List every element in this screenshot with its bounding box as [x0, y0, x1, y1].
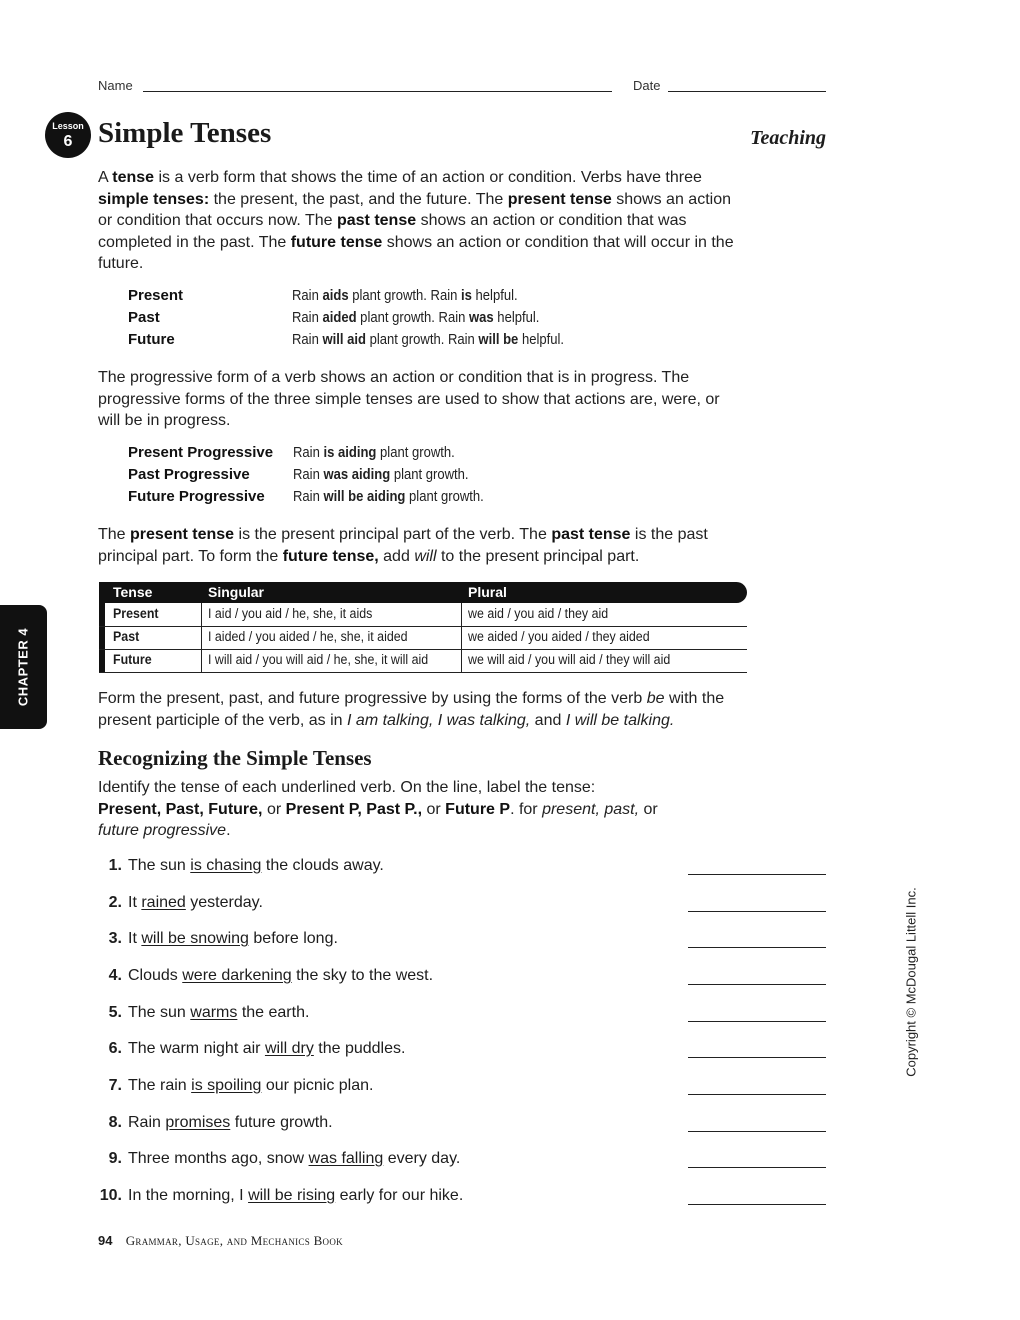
table-row — [99, 603, 747, 627]
exercise-item: 7. The rain is spoiling our picnic plan. — [98, 1077, 826, 1099]
underlined-verb: will be snowing — [141, 930, 249, 947]
example-sentence: Rain is aiding plant growth. — [293, 445, 455, 461]
underlined-verb: promises — [165, 1114, 231, 1131]
column-header: Tense — [113, 584, 153, 600]
exercise-item: 10. In the morning, I will be rising early for our hike. — [98, 1187, 826, 1209]
underlined-verb: were darkening — [182, 967, 292, 984]
exercise-item: 2. It rained yesterday. — [98, 894, 826, 916]
example-sentence: Rain will be aiding plant growth. — [293, 489, 484, 505]
page-number: 94 — [98, 1233, 113, 1248]
progressive-note: Form the present, past, and future progressive by using the forms of the verb be with the present participle of the verb, as in I am talking, I was talking, and I will be talking. — [98, 690, 725, 729]
page-title: Simple Tenses — [98, 117, 272, 149]
answer-line[interactable] — [688, 947, 826, 948]
example-sentence: Rain was aiding plant growth. — [293, 467, 469, 483]
example-label: Future — [128, 331, 175, 348]
exercise-instructions: Identify the tense of each underlined verb. On the line, label the tense: Present, Past, Future, or Present P, Past P., or Future P. for present, past, or future progressive. — [98, 779, 658, 840]
column-header: Singular — [208, 584, 265, 600]
lesson-label: Lesson — [52, 121, 84, 131]
table-row — [99, 649, 747, 673]
principal-parts-paragraph: The present tense is the present principal part of the verb. The past tense is the past principal part. To form the future tense, add will to the present principal part. — [98, 526, 708, 565]
exercise-item: 1. The sun is chasing the clouds away. — [98, 857, 826, 879]
answer-line[interactable] — [688, 1094, 826, 1095]
example-label: Past Progressive — [128, 466, 250, 483]
exercise-heading: Recognizing the Simple Tenses — [98, 746, 372, 770]
example-sentence: Rain aids plant growth. Rain is helpful. — [292, 288, 518, 304]
copyright-notice: Copyright © McDougal Littell Inc. — [903, 887, 919, 1077]
row-header: Past — [113, 629, 140, 644]
table-cell: we will aid / you will aid / they will aid — [468, 652, 671, 667]
underlined-verb: will be rising — [248, 1187, 336, 1204]
exercise-item: 6. The warm night air will dry the puddles. — [98, 1040, 826, 1062]
example-sentence: Rain aided plant growth. Rain was helpful. — [292, 310, 540, 326]
book-title: Grammar, Usage, and Mechanics Book — [125, 1233, 343, 1248]
answer-line[interactable] — [688, 1131, 826, 1132]
date-line[interactable] — [668, 91, 826, 92]
answer-line[interactable] — [688, 1204, 826, 1205]
table-cell: we aid / you aid / they aid — [468, 606, 609, 621]
exercise-item: 5. The sun warms the earth. — [98, 1004, 826, 1026]
table-cell: I will aid / you will aid / he, she, it will aid — [208, 652, 429, 667]
answer-line[interactable] — [688, 911, 826, 912]
simple-tense-examples — [128, 287, 728, 353]
progressive-examples — [128, 444, 728, 510]
progressive-paragraph: The progressive form of a verb shows an action or condition that is in progress. The progressive forms of the three simple tenses are used to show that actions are, were, or will be in progress. — [98, 369, 720, 430]
page-footer — [98, 1233, 343, 1249]
table-header — [99, 582, 747, 603]
example-label: Present — [128, 287, 184, 304]
intro-paragraph: A tense is a verb form that shows the time of an action or condition. Verbs have three simple tenses: the present, the past, and the future. The present tense shows an action or condition that occurs now. The past tense shows an action or condition that was completed in the past. The future tense shows an action or condition that will occur in the future. — [98, 169, 734, 273]
underlined-verb: was falling — [308, 1150, 384, 1167]
chapter-tab — [0, 605, 47, 729]
answer-line[interactable] — [688, 1167, 826, 1168]
example-label: Past — [128, 309, 160, 326]
underlined-verb: warms — [190, 1004, 238, 1021]
answer-line[interactable] — [688, 874, 826, 875]
underlined-verb: is chasing — [190, 857, 262, 874]
row-header: Present — [113, 606, 159, 621]
chapter-label: CHAPTER 4 — [15, 627, 31, 707]
row-header: Future — [113, 652, 152, 667]
exercise-item: 4. Clouds were darkening the sky to the west. — [98, 967, 826, 989]
name-label: Name — [98, 78, 133, 93]
table-cell: I aid / you aid / he, she, it aids — [208, 606, 373, 621]
example-sentence: Rain will aid plant growth. Rain will be helpful. — [292, 332, 565, 348]
name-date-header — [98, 78, 826, 96]
table-cell: we aided / you aided / they aided — [468, 629, 650, 644]
answer-line[interactable] — [688, 1057, 826, 1058]
example-label: Future Progressive — [128, 488, 265, 505]
example-label: Present Progressive — [128, 444, 274, 461]
answer-line[interactable] — [688, 1021, 826, 1022]
answer-line[interactable] — [688, 984, 826, 985]
table-row — [99, 626, 747, 650]
exercise-item: 3. It will be snowing before long. — [98, 930, 826, 952]
lesson-number: 6 — [63, 133, 73, 150]
exercise-item: 8. Rain promises future growth. — [98, 1114, 826, 1136]
underlined-verb: will dry — [264, 1040, 314, 1057]
lesson-badge — [45, 112, 91, 158]
name-line[interactable] — [143, 91, 612, 92]
underlined-verb: is spoiling — [191, 1077, 262, 1094]
underlined-verb: rained — [141, 894, 186, 911]
section-tag: Teaching — [750, 127, 826, 149]
table-cell: I aided / you aided / he, she, it aided — [208, 629, 408, 644]
date-label: Date — [633, 78, 661, 93]
exercise-item: 9. Three months ago, snow was falling every day. — [98, 1150, 826, 1172]
column-header: Plural — [468, 584, 507, 600]
